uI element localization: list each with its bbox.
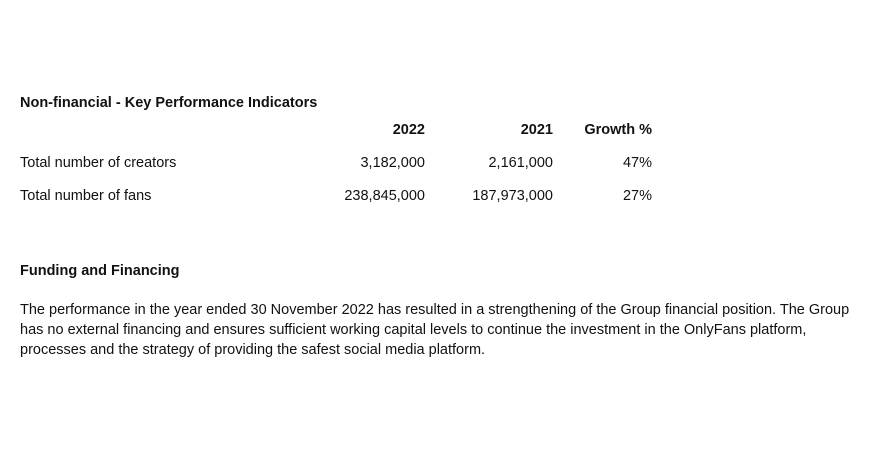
row-label: Total number of creators <box>20 155 177 171</box>
table-row <box>20 188 660 221</box>
value-growth: 27% <box>622 188 652 204</box>
kpi-table-header-row <box>20 122 660 155</box>
funding-section-heading: Funding and Financing <box>20 263 180 279</box>
value-2021: 187,973,000 <box>472 188 553 204</box>
table-row <box>20 155 660 188</box>
row-label: Total number of fans <box>20 188 152 204</box>
value-2022: 3,182,000 <box>360 155 425 171</box>
kpi-table <box>20 122 660 221</box>
value-2021: 2,161,000 <box>488 155 553 171</box>
column-header-2022: 2022 <box>392 122 425 138</box>
value-2022: 238,845,000 <box>344 188 425 204</box>
funding-paragraph: The performance in the year ended 30 November 2022 has resulted in a strengthening of the Group financial position. The Group has no external financing and ensures sufficient working capital levels to continue the investment in the OnlyFans platform, processes and the strategy of providing the safest social media platform. <box>20 302 850 358</box>
value-growth: 47% <box>622 155 652 171</box>
column-header-growth: Growth % <box>584 122 652 138</box>
kpi-section-heading: Non-financial - Key Performance Indicators <box>20 95 318 111</box>
column-header-2021: 2021 <box>520 122 553 138</box>
